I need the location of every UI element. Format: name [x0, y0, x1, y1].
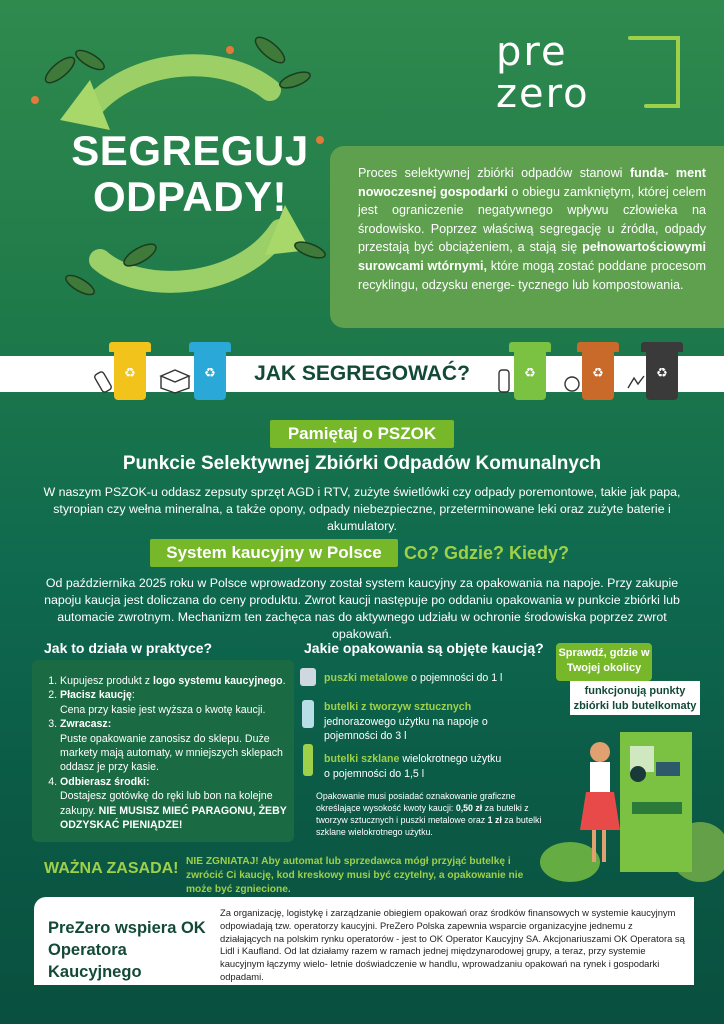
pszok-tag: Pamiętaj o PSZOK [270, 420, 454, 448]
intro-text: Proces selektywnej zbiórki odpadów stanowi funda- ment nowoczesnej gospodarki o obiegu zamkniętym, której celem jest ograniczenie negatywnego wpływu człowieka na środowisko. Poprzez właściwą segregację u źródła, odpady przestają być obciążeniem, a stają się pełnowartościowymi surowcami wtórnymi, które mogą zostać poddane procesom recyklingu, odzysku energe- tycznego lub kompostowania. [358, 166, 707, 292]
glass-bottle-item-icon [303, 744, 313, 776]
collection-points-label: funkcjonują punkty zbiórki lub butelkomaty [570, 681, 700, 715]
hero-title: SEGREGUJ ODPADY! [71, 127, 309, 220]
step-1: 1. Kupujesz produkt z logo systemu kaucyjnego. [60, 674, 310, 688]
step-4: 4. Odbierasz środki: Dostajesz gotówkę do ręki lub bon na kolejne zakupy. NIE MUSISZ MIEĆ PARAGONU, ŻEBY ODZYSKAĆ PIENIĄDZE! [60, 775, 310, 833]
plastic-bottle-icon [302, 700, 314, 728]
deposit-question: Co? Gdzie? Kiedy? [404, 543, 570, 563]
packaging-item-cans: puszki metalowe o pojemności do 1 l [324, 672, 503, 684]
step-3: 3. Zwracasz: Puste opakowanie zanosisz do sklepu. Duże markety mają automaty, w mniejszych sklepach oddasz je przy kasie. [60, 717, 310, 775]
important-rule-text: NIE ZGNIATAJ! Aby automat lub sprzedawca mógł przyjąć butelkę i zwrócić Ci kaucję, kod kreskowy musi być czytelny, a opakowanie nie może być zgniecione. [186, 856, 524, 895]
packaging-item-plastic: butelki z tworzyw sztucznych jednorazowego użytku na napoje o pojemności do 3 l [324, 701, 488, 742]
intro-box [330, 146, 724, 328]
bottle-machine-illustration [540, 712, 724, 882]
packaging-heading: Jakie opakowania są objęte kaucją? [304, 640, 544, 656]
band-title: JAK SEGREGOWAĆ? [254, 362, 470, 385]
practice-heading: Jak to działa w praktyce? [44, 640, 213, 656]
can-icon [300, 668, 316, 686]
step-2: 2. Płacisz kaucję: Cena przy kasie jest wyższa o kwotę kaucji. [60, 688, 310, 717]
logo-text: pre zero [496, 29, 590, 117]
packaging-item-glass: butelki szklane wielokrotnego użytku o pojemności do 1,5 l [324, 753, 502, 780]
black-bin-icon: ♻ [644, 342, 680, 400]
yellow-bin-icon: ♻ [112, 342, 148, 400]
logo-bracket-icon [626, 34, 686, 114]
footer-box [34, 897, 694, 985]
important-rule-title: WAŻNA ZASADA! [44, 860, 179, 877]
check-locations-tag: Sprawdź, gdzie w Twojej okolicy [556, 643, 652, 681]
pszok-title: Punkcie Selektywnej Zbiórki Odpadów Komunalnych [122, 453, 602, 474]
practice-steps [32, 674, 310, 832]
brown-bin-icon: ♻ [580, 342, 616, 400]
deposit-text: Od października 2025 roku w Polsce wprowadzony został system kaucyjny za opakowania na napoje. Przy zakupie napoju kaucja jest doliczana do ceny produktu. Zwrot kaucji następuje po oddaniu opakowania w punkcie zbiórki lub automacie zwrotnym. Mechanizm ten zachęca nas do aktywnego udziału w ochronie środowiska poprzez zwrot opakowań. [44, 576, 680, 641]
deposit-system-tag: System kaucyjny w Polsce [150, 539, 398, 567]
green-bin-icon: ♻ [512, 342, 548, 400]
prezero-logo [496, 29, 686, 117]
practice-box [32, 660, 294, 842]
footer-text: Za organizację, logistykę i zarządzanie obiegiem opakowań oraz środków finansowych w systemie kaucyjnym odpowiadają tzw. operatorzy kaucyjni. PreZero Polska zapewnia wsparcie organizacyjne jednemu z działających na polskim rynku operatorów - jest to OK Operator Kaucyjny SA. Akcjonariuszami OK Operatora są Lidl i Kaufland. Od lat działamy razem w ramach jednej międzynarodowej grupy, a teraz, przy systemie kaucyjnym łączymy wielo- letnie doświadczenie w handlu, wprowadzaniu opakowań na rynek i gospodarki odpadami. [220, 907, 685, 982]
pszok-text: W naszym PSZOK-u oddasz zepsuty sprzęt AGD i RTV, zużyte świetlówki czy odpady poremontowe, takie jak papa, styropian czy wełna mineralna, a także opony, odpady niebezpieczne, przeterminowane leki oraz zużyte baterie i akumulatory. [43, 485, 681, 533]
packaging-note: Opakowanie musi posiadać oznakowanie graficzne określające wysokość kwoty kaucji: 0,50 zł za butelki z tworzyw sztucznych i puszki metalowe oraz 1 zł za butelki szklane wielokrotnego użytku. [316, 791, 542, 837]
footer-title: PreZero wspiera OK Operatora Kaucyjnego [48, 919, 206, 981]
blue-bin-icon: ♻ [192, 342, 228, 400]
